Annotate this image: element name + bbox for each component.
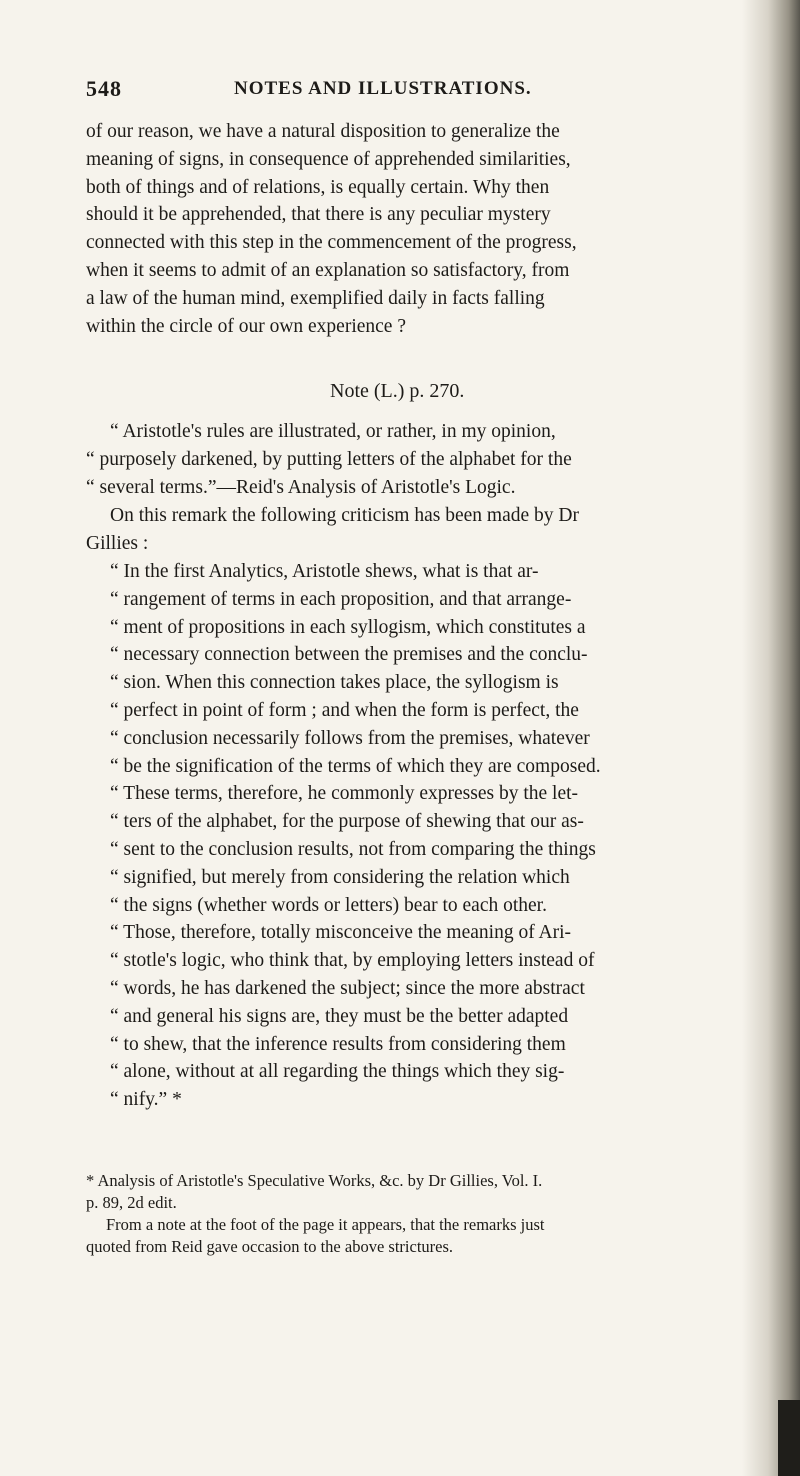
quote-line: “ These terms, therefore, he commonly expresses by the let-: [110, 783, 579, 805]
quote-line: “ nify.” *: [110, 1089, 182, 1111]
text-line: connected with this step in the commencement of the progress,: [86, 232, 577, 254]
running-head: NOTES AND ILLUSTRATIONS.: [234, 78, 532, 99]
quote-line: “ sent to the conclusion results, not from comparing the things: [110, 838, 596, 860]
footnote-line: From a note at the foot of the page it appears, that the remarks just: [106, 1215, 545, 1234]
footnotes: [86, 1170, 786, 1258]
page-edge-dark: [778, 1400, 800, 1476]
text-line: a law of the human mind, exemplified daily in facts falling: [86, 287, 545, 309]
page-number: 548: [86, 76, 122, 101]
footnote-line: p. 89, 2d edit.: [86, 1193, 177, 1212]
paragraph-continuation: [86, 118, 781, 340]
reid-quote: [86, 418, 781, 501]
text-line: within the circle of our own experience ?: [86, 315, 406, 337]
quote-line: “ signified, but merely from considering the relation which: [110, 866, 570, 888]
quote-line: “ to shew, that the inference results from considering them: [110, 1033, 566, 1055]
page-header: [86, 76, 766, 106]
text-line: On this remark the following criticism has been made by Dr: [110, 505, 579, 526]
gillies-quote: [86, 558, 781, 1114]
quote-line: “ purposely darkened, by putting letters of the alphabet for the: [86, 448, 572, 470]
quote-line: “ In the first Analytics, Aristotle shews, what is that ar-: [110, 561, 539, 582]
quote-line: “ conclusion necessarily follows from the premises, whatever: [110, 727, 590, 749]
text-line: both of things and of relations, is equally certain. Why then: [86, 176, 550, 198]
quote-line: “ be the signification of the terms of which they are composed.: [110, 755, 601, 777]
quote-line: “ several terms.”—Reid's Analysis of Aristotle's Logic.: [86, 476, 516, 498]
quote-line: “ ment of propositions in each syllogism, which constitutes a: [110, 616, 586, 638]
text-line: Gillies :: [86, 532, 149, 554]
quote-line: “ rangement of terms in each proposition, and that arrange-: [110, 588, 572, 610]
quote-line: “ sion. When this connection takes place, the syllogism is: [110, 672, 559, 694]
note-heading: Note (L.) p. 270.: [330, 380, 465, 402]
quote-line: “ and general his signs are, they must be the better adapted: [110, 1005, 569, 1027]
quote-line: “ Those, therefore, totally misconceive the meaning of Ari-: [110, 922, 571, 944]
quote-line: “ necessary connection between the premises and the conclu-: [110, 644, 588, 666]
footnote-line: quoted from Reid gave occasion to the above strictures.: [86, 1237, 454, 1256]
quote-line: “ stotle's logic, who think that, by employing letters instead of: [110, 950, 595, 972]
text-line: meaning of signs, in consequence of apprehended similarities,: [86, 148, 571, 170]
criticism-intro: [86, 502, 781, 558]
text-line: of our reason, we have a natural disposition to generalize the: [86, 121, 560, 142]
quote-line: “ alone, without at all regarding the things which they sig-: [110, 1061, 565, 1083]
text-line: when it seems to admit of an explanation so satisfactory, from: [86, 259, 570, 281]
quote-line: “ perfect in point of form ; and when the form is perfect, the: [110, 699, 579, 721]
quote-line: “ the signs (whether words or letters) bear to each other.: [110, 894, 547, 916]
quote-line: “ words, he has darkened the subject; since the more abstract: [110, 977, 585, 999]
quote-line: “ ters of the alphabet, for the purpose of shewing that our as-: [110, 811, 584, 833]
quote-line: “ Aristotle's rules are illustrated, or rather, in my opinion,: [110, 421, 556, 442]
footnote-line: * Analysis of Aristotle's Speculative Works, &c. by Dr Gillies, Vol. I.: [86, 1171, 543, 1190]
text-line: should it be apprehended, that there is any peculiar mystery: [86, 204, 551, 226]
